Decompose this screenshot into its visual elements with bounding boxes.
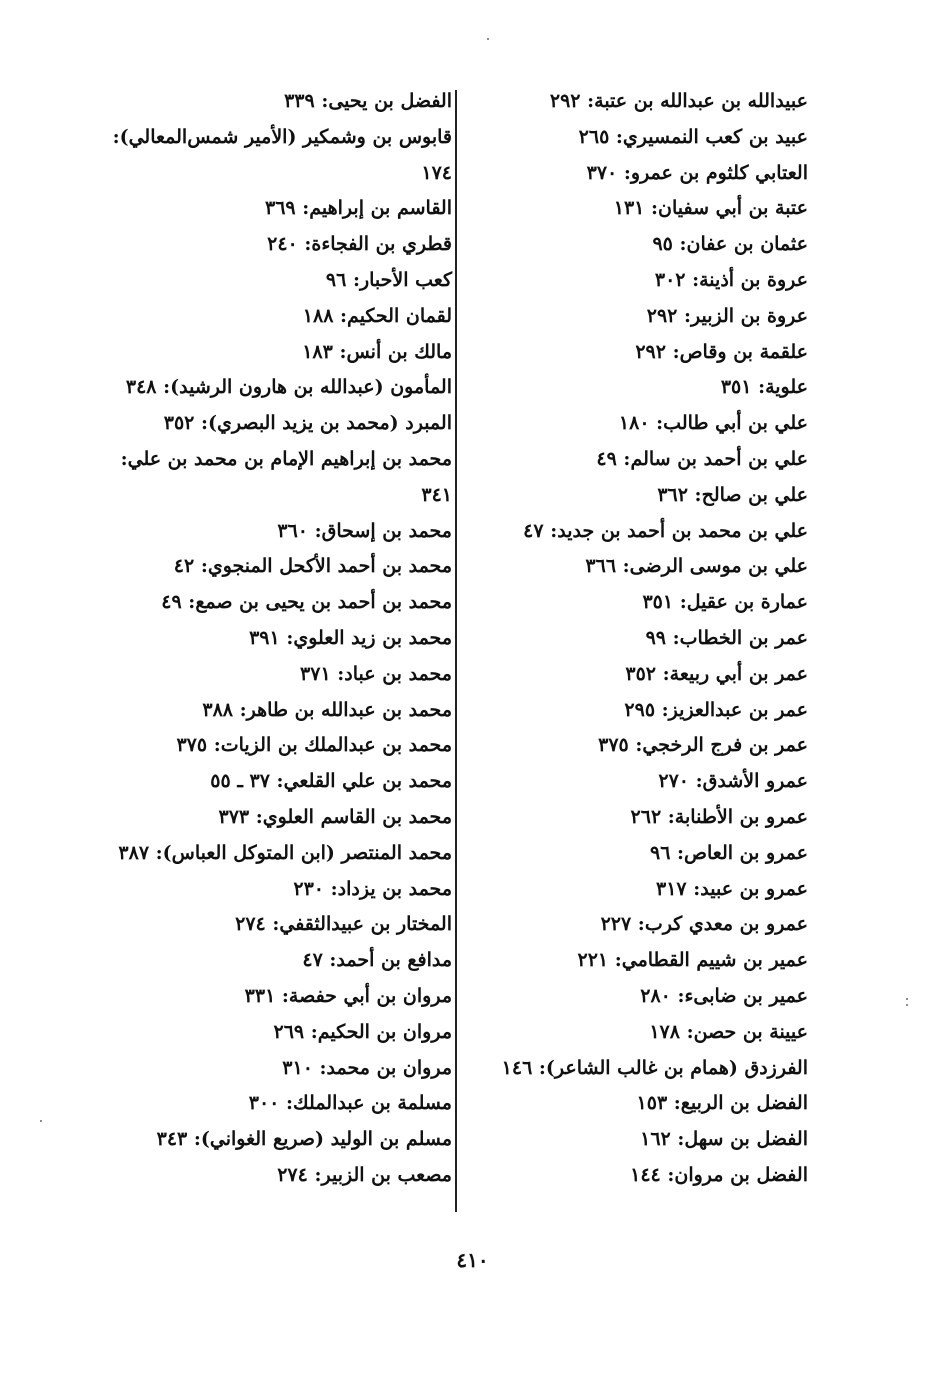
page-number: ٤١٠: [456, 1248, 489, 1272]
index-entry: مدافع بن أحمد: ٤٧: [302, 949, 452, 972]
index-entry-continuation: ١٧٤: [421, 161, 452, 184]
index-entry: المبرد (محمد بن يزيد البصري): ٣٥٢: [163, 412, 452, 435]
index-entry: كعب الأحبار: ٩٦: [325, 268, 452, 291]
index-entry: عمر بن أبي ربيعة: ٣٥٢: [625, 662, 808, 685]
index-entry: المختار بن عبيدالثقفي: ٢٧٤: [235, 913, 452, 936]
index-entry: مصعب بن الزبير: ٢٧٤: [277, 1163, 452, 1186]
index-entry: عمر بن عبدالعزيز: ٢٩٥: [624, 698, 808, 721]
index-entry: عثمان بن عفان: ٩٥: [652, 233, 808, 256]
index-entry: عبيدالله بن عبدالله بن عتبة: ٢٩٢: [549, 90, 808, 112]
index-entry: محمد بن القاسم العلوي: ٣٧٣: [218, 805, 452, 828]
index-entry: محمد المنتصر (ابن المتوكل العباس): ٣٨٧: [118, 841, 452, 864]
index-entry: عبيد بن كعب النمسيري: ٢٦٥: [578, 125, 808, 148]
index-entry: الفضل بن الربيع: ١٥٣: [636, 1092, 808, 1115]
index-entry: لقمان الحكيم: ١٨٨: [302, 304, 452, 327]
index-entry: عمرو بن العاص: ٩٦: [649, 841, 808, 864]
index-entry: علي بن محمد بن أحمد بن جديد: ٤٧: [523, 519, 808, 542]
index-entry: الفضل بن مروان: ١٤٤: [630, 1163, 808, 1186]
index-entry: عمارة بن عقيل: ٣٥١: [642, 591, 808, 614]
index-entry: عمرو بن الأطنابة: ٢٦٢: [630, 805, 808, 828]
scan-speck: [906, 998, 908, 1000]
column-divider: [455, 90, 457, 1212]
index-entry: المأمون (عبدالله بن هارون الرشيد): ٣٤٨: [125, 376, 452, 399]
index-entry: عيينة بن حصن: ١٧٨: [649, 1020, 808, 1043]
index-entry: مروان بن أبي حفصة: ٣٣١: [244, 984, 452, 1007]
index-entry: مسلمة بن عبدالملك: ٣٠٠: [248, 1092, 452, 1115]
index-entry: علي بن أحمد بن سالم: ٤٩: [596, 447, 808, 470]
index-entry: عمر بن فرج الرخجي: ٣٧٥: [598, 734, 808, 757]
index-entry: مالك بن أنس: ١٨٣: [302, 340, 452, 363]
index-entry: قطري بن الفجاءة: ٢٤٠: [267, 233, 452, 256]
index-entry: مروان بن محمد: ٣١٠: [282, 1056, 452, 1079]
index-entry: علقمة بن وقاص: ٢٩٢: [635, 340, 808, 363]
index-entry: عروة بن الزبير: ٢٩٢: [646, 304, 808, 327]
index-entry: محمد بن إسحاق: ٣٦٠: [277, 519, 452, 542]
scan-speck: [487, 38, 489, 40]
index-entry: الفضل بن سهل: ١٦٢: [640, 1128, 808, 1151]
index-entry: محمد بن عبدالملك بن الزيات: ٣٧٥: [176, 734, 452, 757]
index-entry: الفرزدق (همام بن غالب الشاعر): ١٤٦: [501, 1056, 808, 1079]
index-entry: محمد بن أحمد الأكحل المنجوي: ٤٢: [173, 555, 452, 578]
scan-speck: [40, 1120, 42, 1122]
index-entry: محمد بن عبدالله بن طاهر: ٣٨٨: [202, 698, 452, 721]
index-entry: عتبة بن أبي سفيان: ١٣١: [613, 197, 808, 220]
index-entry: محمد بن زيد العلوي: ٣٩١: [249, 626, 452, 649]
index-entry: مروان بن الحكيم: ٢٦٩: [273, 1020, 452, 1043]
index-entry: علي بن صالح: ٣٦٢: [657, 483, 808, 506]
index-entry: علوية: ٣٥١: [720, 376, 808, 399]
index-entry: علي بن أبي طالب: ١٨٠: [618, 412, 808, 435]
index-entry: عروة بن أذينة: ٣٠٢: [654, 268, 808, 291]
index-entry: الفضل بن يحيى: ٣٣٩: [284, 90, 452, 112]
index-entry: علي بن موسى الرضى: ٣٦٦: [585, 555, 808, 578]
index-entry: محمد بن أحمد بن يحيى بن صمع: ٤٩: [161, 591, 452, 614]
index-entry: عمرو بن معدي كرب: ٢٢٧: [600, 913, 808, 936]
index-entry: قابوس بن وشمكير (الأمير شمس‌المعالي):: [112, 125, 452, 148]
index-entry: محمد بن إبراهيم الإمام بن محمد بن علي:: [120, 447, 452, 470]
index-entry: عمير بن ضابىء: ٢٨٠: [640, 984, 808, 1007]
index-entry: عمير بن شييم القطامي: ٢٢١: [577, 949, 808, 972]
index-entry: مسلم بن الوليد (صريع الغواني): ٣٤٣: [156, 1128, 452, 1151]
index-entry: عمرو الأشدق: ٢٧٠: [658, 770, 808, 793]
index-entry: العتابي كلثوم بن عمرو: ٣٧٠: [586, 161, 808, 184]
index-entry: محمد بن علي القلعي: ٣٧ ـ ٥٥: [210, 770, 452, 793]
index-entry-continuation: ٣٤١: [421, 483, 452, 506]
index-entry: محمد بن عباد: ٣٧١: [300, 662, 452, 685]
index-entry: محمد بن يزداد: ٢٣٠: [293, 877, 452, 900]
index-entry: القاسم بن إبراهيم: ٣٦٩: [265, 197, 452, 220]
index-entry: عمرو بن عبيد: ٣١٧: [656, 877, 808, 900]
index-column-left: [97, 84, 452, 1194]
index-column-right: [458, 84, 808, 1194]
scan-speck: [906, 1004, 908, 1006]
index-entry: عمر بن الخطاب: ٩٩: [645, 626, 808, 649]
